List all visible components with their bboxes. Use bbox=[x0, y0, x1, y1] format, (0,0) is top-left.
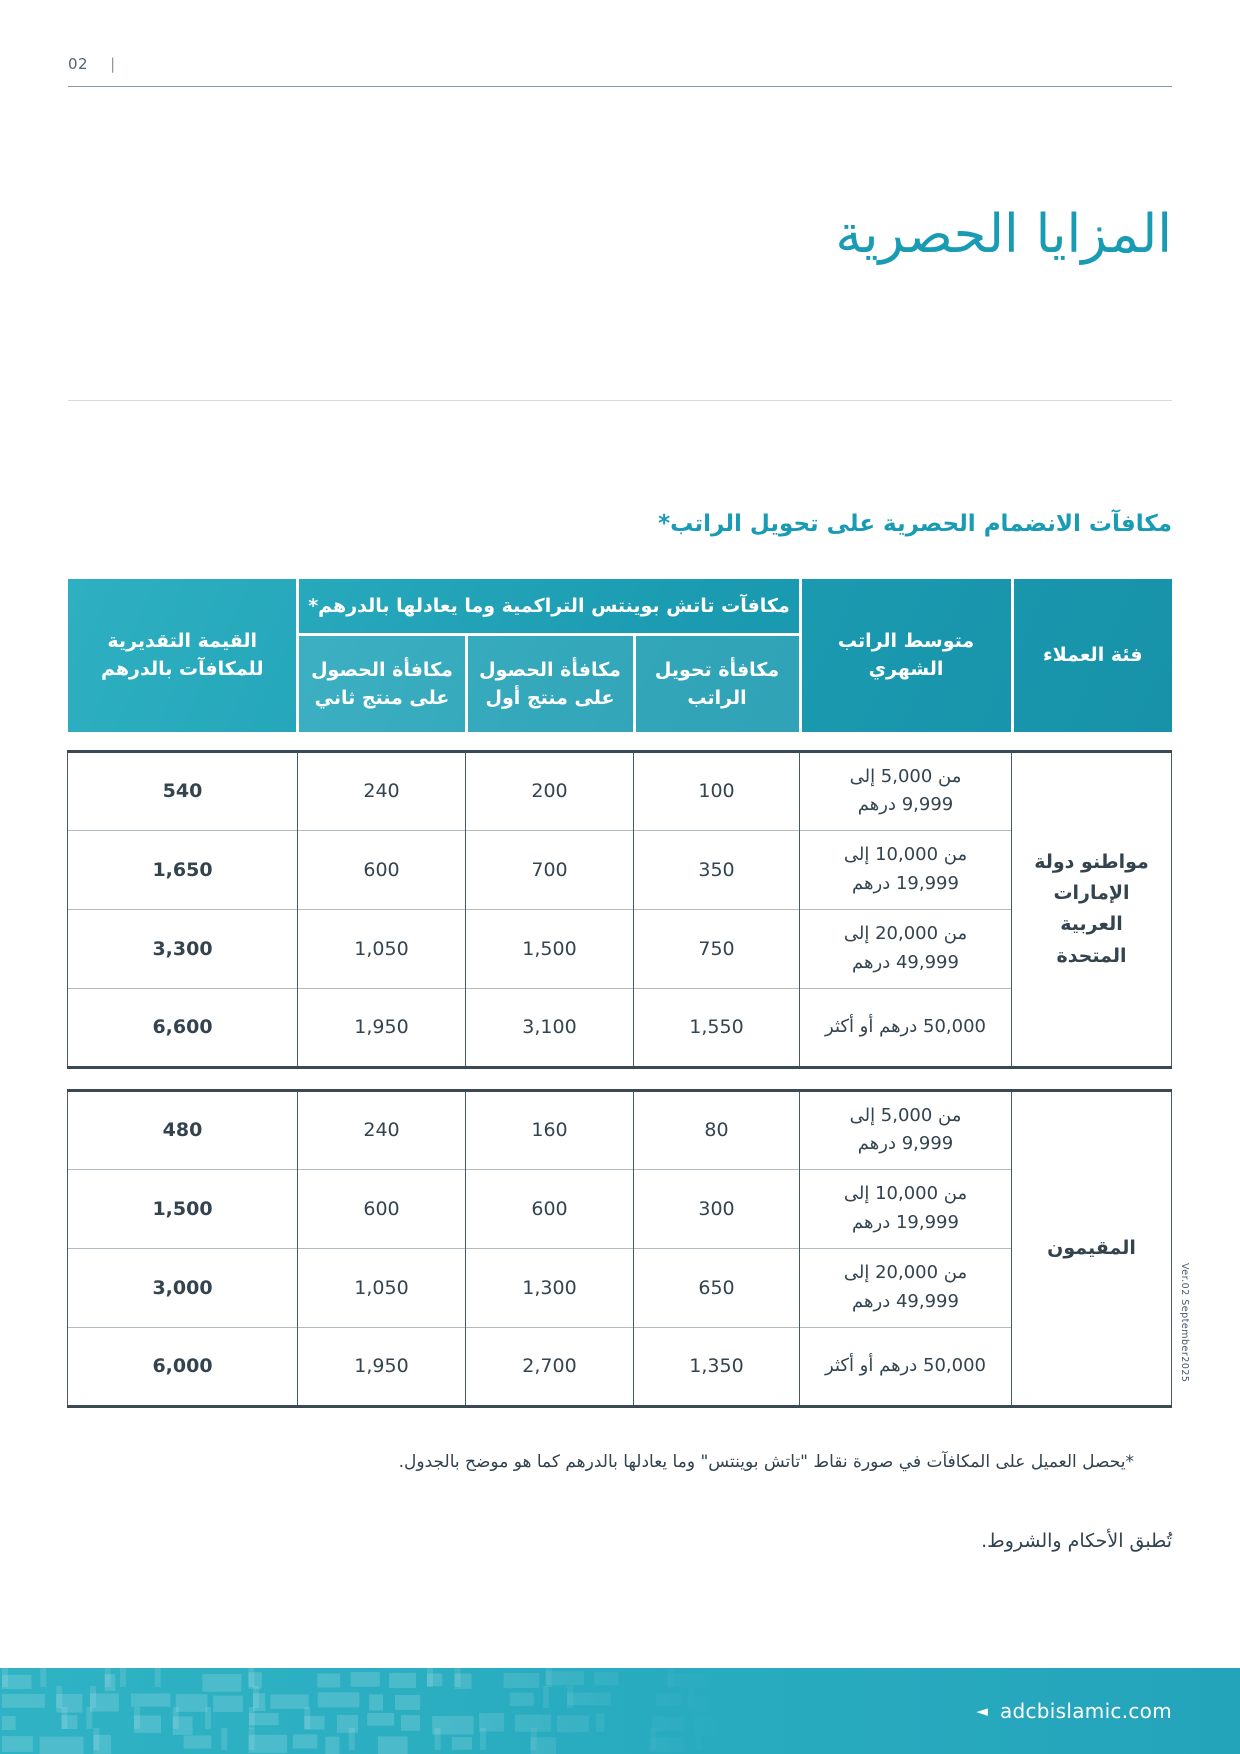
first-product-reward-cell: 1,300 bbox=[466, 1248, 634, 1327]
transfer-reward-cell: 100 bbox=[634, 751, 800, 830]
header-estimated-value: القيمة التقديرية للمكافآت بالدرهم bbox=[68, 579, 298, 732]
table-row bbox=[68, 1327, 1172, 1406]
salary-range-cell: 50,000 درهم أو أكثر bbox=[800, 1327, 1012, 1406]
table-subtitle: مكافآت الانضمام الحصرية على تحويل الراتب* bbox=[658, 510, 1172, 537]
header-first-product-reward: مكافأة الحصول على منتج أول bbox=[466, 635, 634, 732]
first-product-reward-cell: 600 bbox=[466, 1169, 634, 1248]
estimated-total-cell: 1,650 bbox=[68, 830, 298, 909]
salary-range-cell: من 10,000 إلى 19,999 درهم bbox=[800, 1169, 1012, 1248]
table-row bbox=[68, 988, 1172, 1067]
table-row bbox=[68, 830, 1172, 909]
calligraphy-fade bbox=[430, 1668, 720, 1754]
customer-category-cell: المقيمون bbox=[1012, 1090, 1172, 1406]
table-row bbox=[68, 751, 1172, 830]
section-divider bbox=[68, 400, 1172, 401]
estimated-total-cell: 3,000 bbox=[68, 1248, 298, 1327]
salary-range-cell: من 20,000 إلى 49,999 درهم bbox=[800, 909, 1012, 988]
second-product-reward-cell: 240 bbox=[298, 1090, 466, 1169]
transfer-reward-cell: 350 bbox=[634, 830, 800, 909]
estimated-total-cell: 480 bbox=[68, 1090, 298, 1169]
salary-range-cell: 50,000 درهم أو أكثر bbox=[800, 988, 1012, 1067]
estimated-total-cell: 3,300 bbox=[68, 909, 298, 988]
rewards-table-header bbox=[68, 579, 1172, 732]
second-product-reward-cell: 600 bbox=[298, 1169, 466, 1248]
transfer-reward-cell: 1,350 bbox=[634, 1327, 800, 1406]
transfer-reward-cell: 750 bbox=[634, 909, 800, 988]
top-rule bbox=[68, 86, 1172, 87]
table-row bbox=[68, 909, 1172, 988]
first-product-reward-cell: 3,100 bbox=[466, 988, 634, 1067]
salary-range-cell: من 10,000 إلى 19,999 درهم bbox=[800, 830, 1012, 909]
first-product-reward-cell: 160 bbox=[466, 1090, 634, 1169]
customer-category-cell: مواطنو دولة الإمارات العربية المتحدة bbox=[1012, 751, 1172, 1067]
table-footnote: *يحصل العميل على المكافآت في صورة نقاط "تاتش بوينتس" وما يعادلها بالدرهم كما هو موضح بالجدول. bbox=[398, 1451, 1134, 1472]
second-product-reward-cell: 1,950 bbox=[298, 1327, 466, 1406]
first-product-reward-cell: 700 bbox=[466, 830, 634, 909]
second-product-reward-cell: 1,050 bbox=[298, 1248, 466, 1327]
salary-range-cell: من 20,000 إلى 49,999 درهم bbox=[800, 1248, 1012, 1327]
salary-range-cell: من 5,000 إلى 9,999 درهم bbox=[800, 1090, 1012, 1169]
estimated-total-cell: 540 bbox=[68, 751, 298, 830]
page-number: 02 bbox=[68, 55, 89, 73]
page-number-divider: | bbox=[110, 55, 116, 73]
second-product-reward-cell: 240 bbox=[298, 751, 466, 830]
table-row bbox=[68, 1169, 1172, 1248]
estimated-total-cell: 6,000 bbox=[68, 1327, 298, 1406]
first-product-reward-cell: 1,500 bbox=[466, 909, 634, 988]
header-salary-transfer-reward: مكافأة تحويل الراتب bbox=[634, 635, 800, 732]
transfer-reward-cell: 300 bbox=[634, 1169, 800, 1248]
footer-bar bbox=[0, 1668, 1240, 1754]
second-product-reward-cell: 1,950 bbox=[298, 988, 466, 1067]
second-product-reward-cell: 600 bbox=[298, 830, 466, 909]
rewards-table-nationals bbox=[67, 750, 1172, 1069]
transfer-reward-cell: 1,550 bbox=[634, 988, 800, 1067]
transfer-reward-cell: 80 bbox=[634, 1090, 800, 1169]
first-product-reward-cell: 200 bbox=[466, 751, 634, 830]
estimated-total-cell: 1,500 bbox=[68, 1169, 298, 1248]
terms-note: تُطبق الأحكام والشروط. bbox=[981, 1529, 1172, 1552]
header-customer-category: فئة العملاء bbox=[1012, 579, 1172, 732]
version-note: Ver.02 September2025 bbox=[1179, 1263, 1190, 1383]
header-rewards-group: مكافآت تاتش بوينتس التراكمية وما يعادلها بالدرهم* bbox=[298, 579, 800, 635]
header-avg-salary: متوسط الراتب الشهري bbox=[800, 579, 1012, 732]
rewards-table-residents bbox=[67, 1089, 1172, 1408]
estimated-total-cell: 6,600 bbox=[68, 988, 298, 1067]
website-url[interactable]: adcbislamic.com bbox=[999, 1699, 1172, 1723]
salary-range-cell: من 5,000 إلى 9,999 درهم bbox=[800, 751, 1012, 830]
table-row bbox=[68, 1090, 1172, 1169]
header-second-product-reward: مكافأة الحصول على منتج ثاني bbox=[298, 635, 466, 732]
transfer-reward-cell: 650 bbox=[634, 1248, 800, 1327]
footer-website[interactable] bbox=[976, 1668, 1172, 1754]
page-title: المزايا الحصرية bbox=[835, 204, 1172, 265]
table-row bbox=[68, 1248, 1172, 1327]
first-product-reward-cell: 2,700 bbox=[466, 1327, 634, 1406]
page-header bbox=[68, 0, 1172, 73]
left-arrow-icon: ◄ bbox=[976, 1701, 988, 1720]
second-product-reward-cell: 1,050 bbox=[298, 909, 466, 988]
